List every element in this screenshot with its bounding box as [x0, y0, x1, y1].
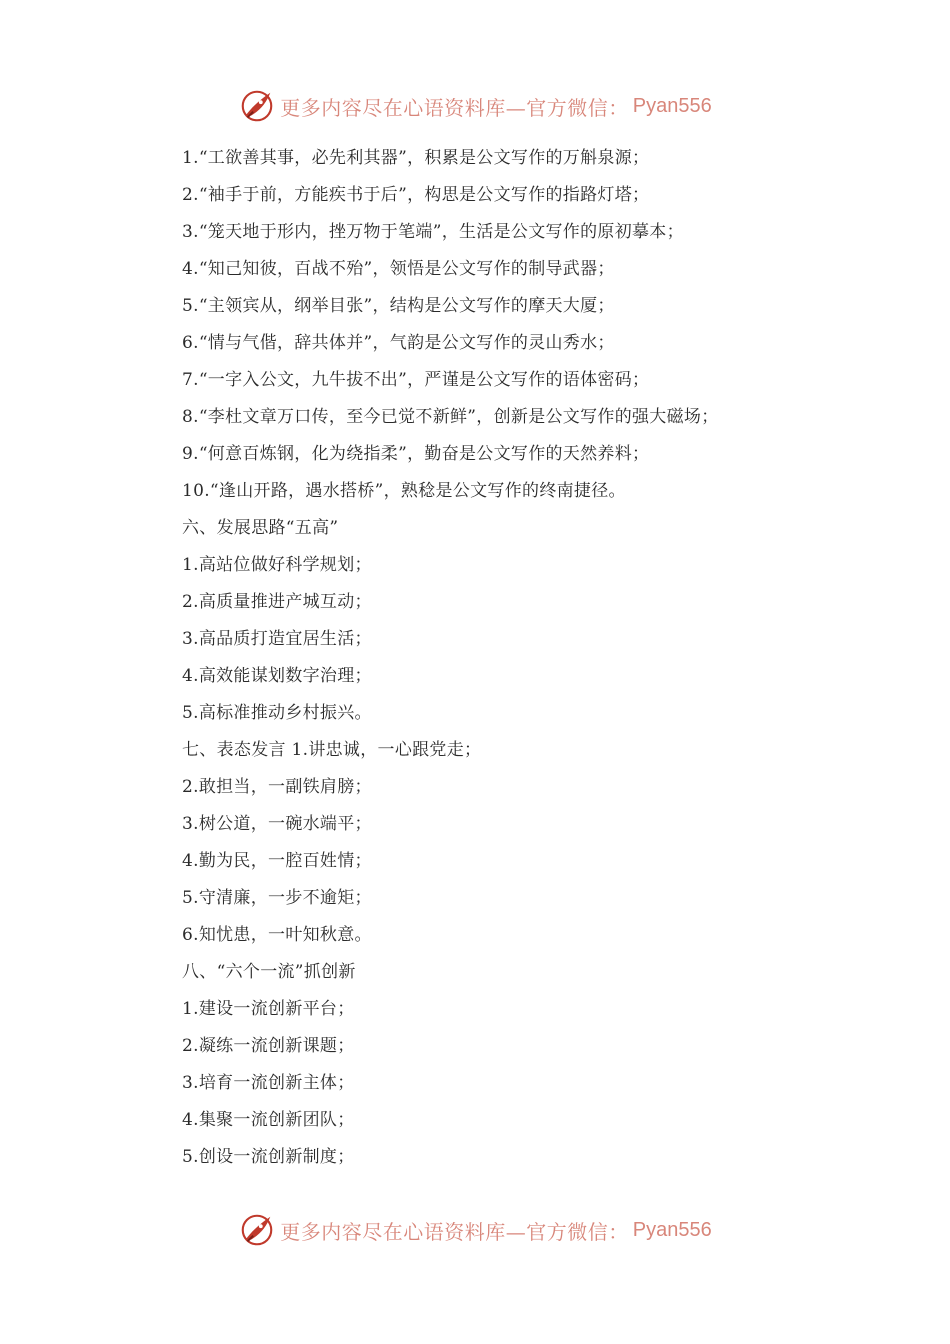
footer-banner-content	[238, 1211, 711, 1249]
text-line: 8.“李杜文章万口传，至今已觉不新鲜”，创新是公文写作的强大磁场；	[182, 407, 719, 427]
text-line: 5.“主领宾从，纲举目张”，结构是公文写作的摩天大厦；	[182, 296, 615, 316]
footer-banner-text: 更多内容尽在心语资料库—官方微信：	[280, 1219, 629, 1244]
text-line: 5.高标准推动乡村振兴。	[182, 703, 372, 723]
header-banner	[0, 84, 950, 128]
document-body	[182, 140, 882, 1176]
text-line: 4.高效能谋划数字治理；	[182, 666, 372, 686]
text-line: 6.知忧患，一叶知秋意。	[182, 925, 372, 945]
text-line: 2.敢担当，一副铁肩膀；	[182, 777, 372, 797]
text-line: 1.高站位做好科学规划；	[182, 555, 372, 575]
section-heading-6: 六、发展思路“五高”	[182, 518, 339, 538]
pen-nib-logo-icon	[238, 1211, 276, 1249]
section-heading-8: 八、“六个一流”抓创新	[182, 962, 356, 982]
text-line: 2.高质量推进产城互动；	[182, 592, 372, 612]
header-banner-content	[238, 87, 711, 125]
text-line: 6.“情与气偕，辞共体并”，气韵是公文写作的灵山秀水；	[182, 333, 615, 353]
text-line: 4.勤为民，一腔百姓情；	[182, 851, 372, 871]
pen-nib-logo-icon	[238, 87, 276, 125]
text-line: 1.建设一流创新平台；	[182, 999, 355, 1019]
header-banner-wechat-id: Pyan556	[632, 94, 712, 117]
text-line: 3.“笼天地于形内，挫万物于笔端”，生活是公文写作的原初摹本；	[182, 222, 684, 242]
text-line: 9.“何意百炼钢，化为绕指柔”，勤奋是公文写作的天然养料；	[182, 444, 650, 464]
text-line: 5.守清廉，一步不逾矩；	[182, 888, 372, 908]
footer-banner	[0, 1208, 950, 1252]
text-line: 5.创设一流创新制度；	[182, 1147, 355, 1167]
text-line: 7.“一字入公文，九牛拔不出”，严谨是公文写作的语体密码；	[182, 370, 650, 390]
header-banner-text: 更多内容尽在心语资料库—官方微信：	[280, 95, 629, 120]
text-line: 1.“工欲善其事，必先利其器”，积累是公文写作的万斛泉源；	[182, 148, 650, 168]
text-line: 3.树公道，一碗水端平；	[182, 814, 372, 834]
text-line: 10.“逢山开路，遇水搭桥”，熟稔是公文写作的终南捷径。	[182, 481, 626, 501]
text-line: 3.培育一流创新主体；	[182, 1073, 355, 1093]
text-line: 4.集聚一流创新团队；	[182, 1110, 355, 1130]
text-line: 2.凝练一流创新课题；	[182, 1036, 355, 1056]
text-line: 2.“袖手于前，方能疾书于后”，构思是公文写作的指路灯塔；	[182, 185, 650, 205]
text-line: 4.“知己知彼，百战不殆”，领悟是公文写作的制导武器；	[182, 259, 615, 279]
footer-banner-wechat-id: Pyan556	[632, 1218, 712, 1241]
section-heading-7: 七、表态发言 1.讲忠诚，一心跟党走；	[182, 740, 482, 760]
text-line: 3.高品质打造宜居生活；	[182, 629, 372, 649]
